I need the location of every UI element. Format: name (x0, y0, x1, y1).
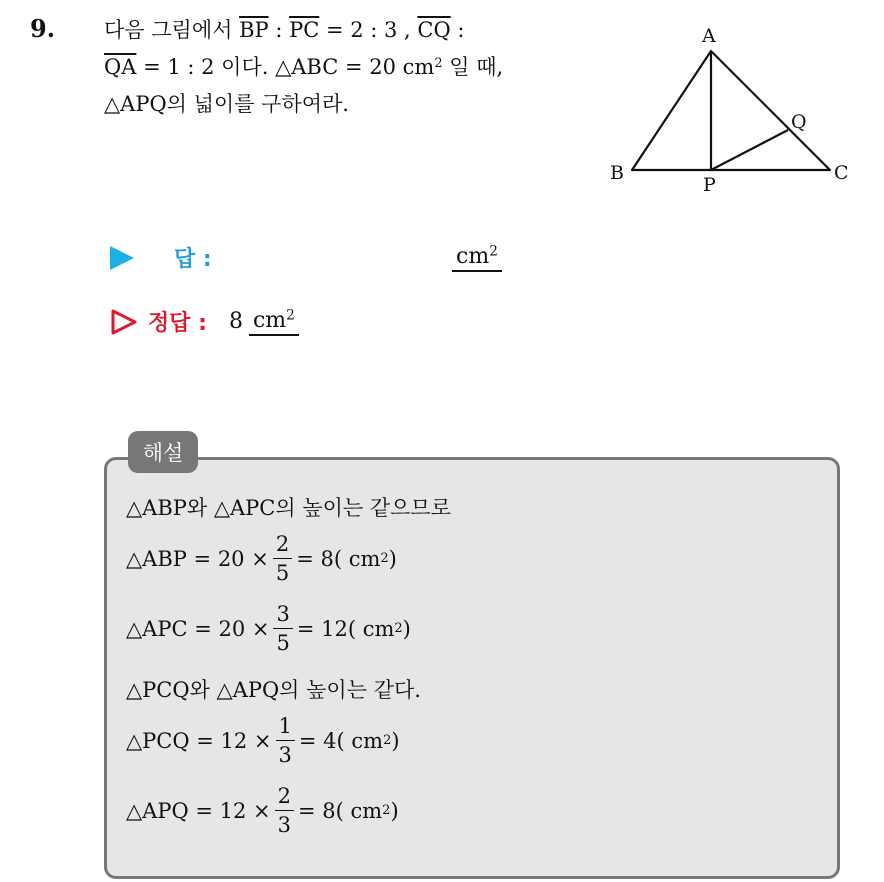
fraction-denominator: 5 (276, 631, 290, 655)
fraction-numerator: 2 (275, 786, 294, 811)
expr-end: ) (388, 547, 397, 571)
fraction (273, 604, 292, 654)
label-p: P (703, 174, 716, 196)
superscript: 2 (286, 307, 295, 323)
superscript: 2 (489, 243, 498, 260)
answer-unit-text: cm (456, 244, 490, 269)
solution-tab: 해설 (128, 431, 198, 473)
question-text (104, 12, 584, 123)
question-text-part: : (450, 18, 465, 42)
triangle-outline-icon (110, 308, 138, 336)
expr-right: = 8( cm (296, 547, 381, 571)
segment-pq (711, 130, 788, 170)
label-a: A (702, 25, 716, 47)
expr-right: = 12( cm (296, 617, 395, 641)
label-c: C (834, 162, 849, 184)
correct-answer-label: 정답 : (148, 311, 207, 336)
expr-left: △PCQ = 12 × (126, 729, 272, 753)
segment-pc: $\overline{PC}$ (289, 18, 320, 42)
answer-label: 답 : (174, 247, 212, 272)
expr-end: ) (390, 799, 399, 823)
correct-answer-unit (249, 308, 299, 336)
expr-left: △APQ = 12 × (126, 799, 271, 823)
segment-cq: $\overline{CQ}$ (417, 18, 451, 42)
fraction (275, 786, 294, 836)
label-b: B (610, 162, 624, 184)
correct-answer-row (110, 306, 299, 337)
fraction-numerator: 3 (273, 604, 292, 629)
expr-right: = 8( cm (297, 799, 383, 823)
play-icon (110, 246, 134, 270)
answer-row (110, 242, 212, 273)
solution-line-2: △ABP = 20 × $\frac{2}{5}$ = 8( cm 2 ) (126, 532, 397, 585)
question-text-part: : (268, 18, 290, 42)
fraction-denominator: 3 (277, 813, 291, 837)
question-text-part: = 1 : 2 이다. △ABC = 20 cm (136, 55, 435, 79)
label-q: Q (791, 111, 807, 133)
correct-answer-value: 8 (228, 309, 243, 334)
expr-end: ) (391, 729, 400, 753)
solution-line-4: △PCQ와 △APQ의 높이는 같다. (126, 678, 421, 702)
fraction-numerator: 2 (273, 534, 292, 559)
question-text-part: 일 때, (442, 55, 504, 79)
expr-end: ) (402, 617, 411, 641)
solution-line-3: △APC = 20 × $\frac{3}{5}$ = 12( cm 2 ) (126, 602, 411, 655)
expr-left: △APC = 20 × (126, 617, 270, 641)
fraction-denominator: 3 (278, 743, 292, 767)
question-text-part: = 2 : 3 , (319, 18, 418, 42)
fraction-numerator: 1 (276, 716, 295, 741)
question-text-part: △APQ의 넓이를 구하여라. (104, 92, 349, 116)
correct-unit-text: cm (252, 307, 287, 333)
question-number: 9. (30, 14, 56, 43)
segment-qa: $\overline{QA}$ (104, 55, 137, 79)
solution-line-6: △APQ = 12 × $\frac{2}{3}$ = 8( cm 2 ) (126, 784, 399, 837)
fraction-denominator: 5 (275, 561, 290, 585)
fraction (273, 534, 292, 584)
triangle-figure (600, 18, 870, 208)
solution-line-5: △PCQ = 12 × $\frac{1}{3}$ = 4( cm 2 ) (126, 714, 400, 767)
fraction (276, 716, 295, 766)
expr-right: = 4( cm (298, 729, 384, 753)
segment-bp: $\overline{BP}$ (239, 18, 269, 42)
expr-left: △ABP = 20 × (126, 547, 269, 571)
answer-unit (452, 244, 502, 269)
solution-line-1: △ABP와 △APC의 높이는 같으므로 (126, 496, 451, 520)
question-text-part: 다음 그림에서 (104, 18, 240, 42)
superscript: 2 (434, 55, 443, 71)
